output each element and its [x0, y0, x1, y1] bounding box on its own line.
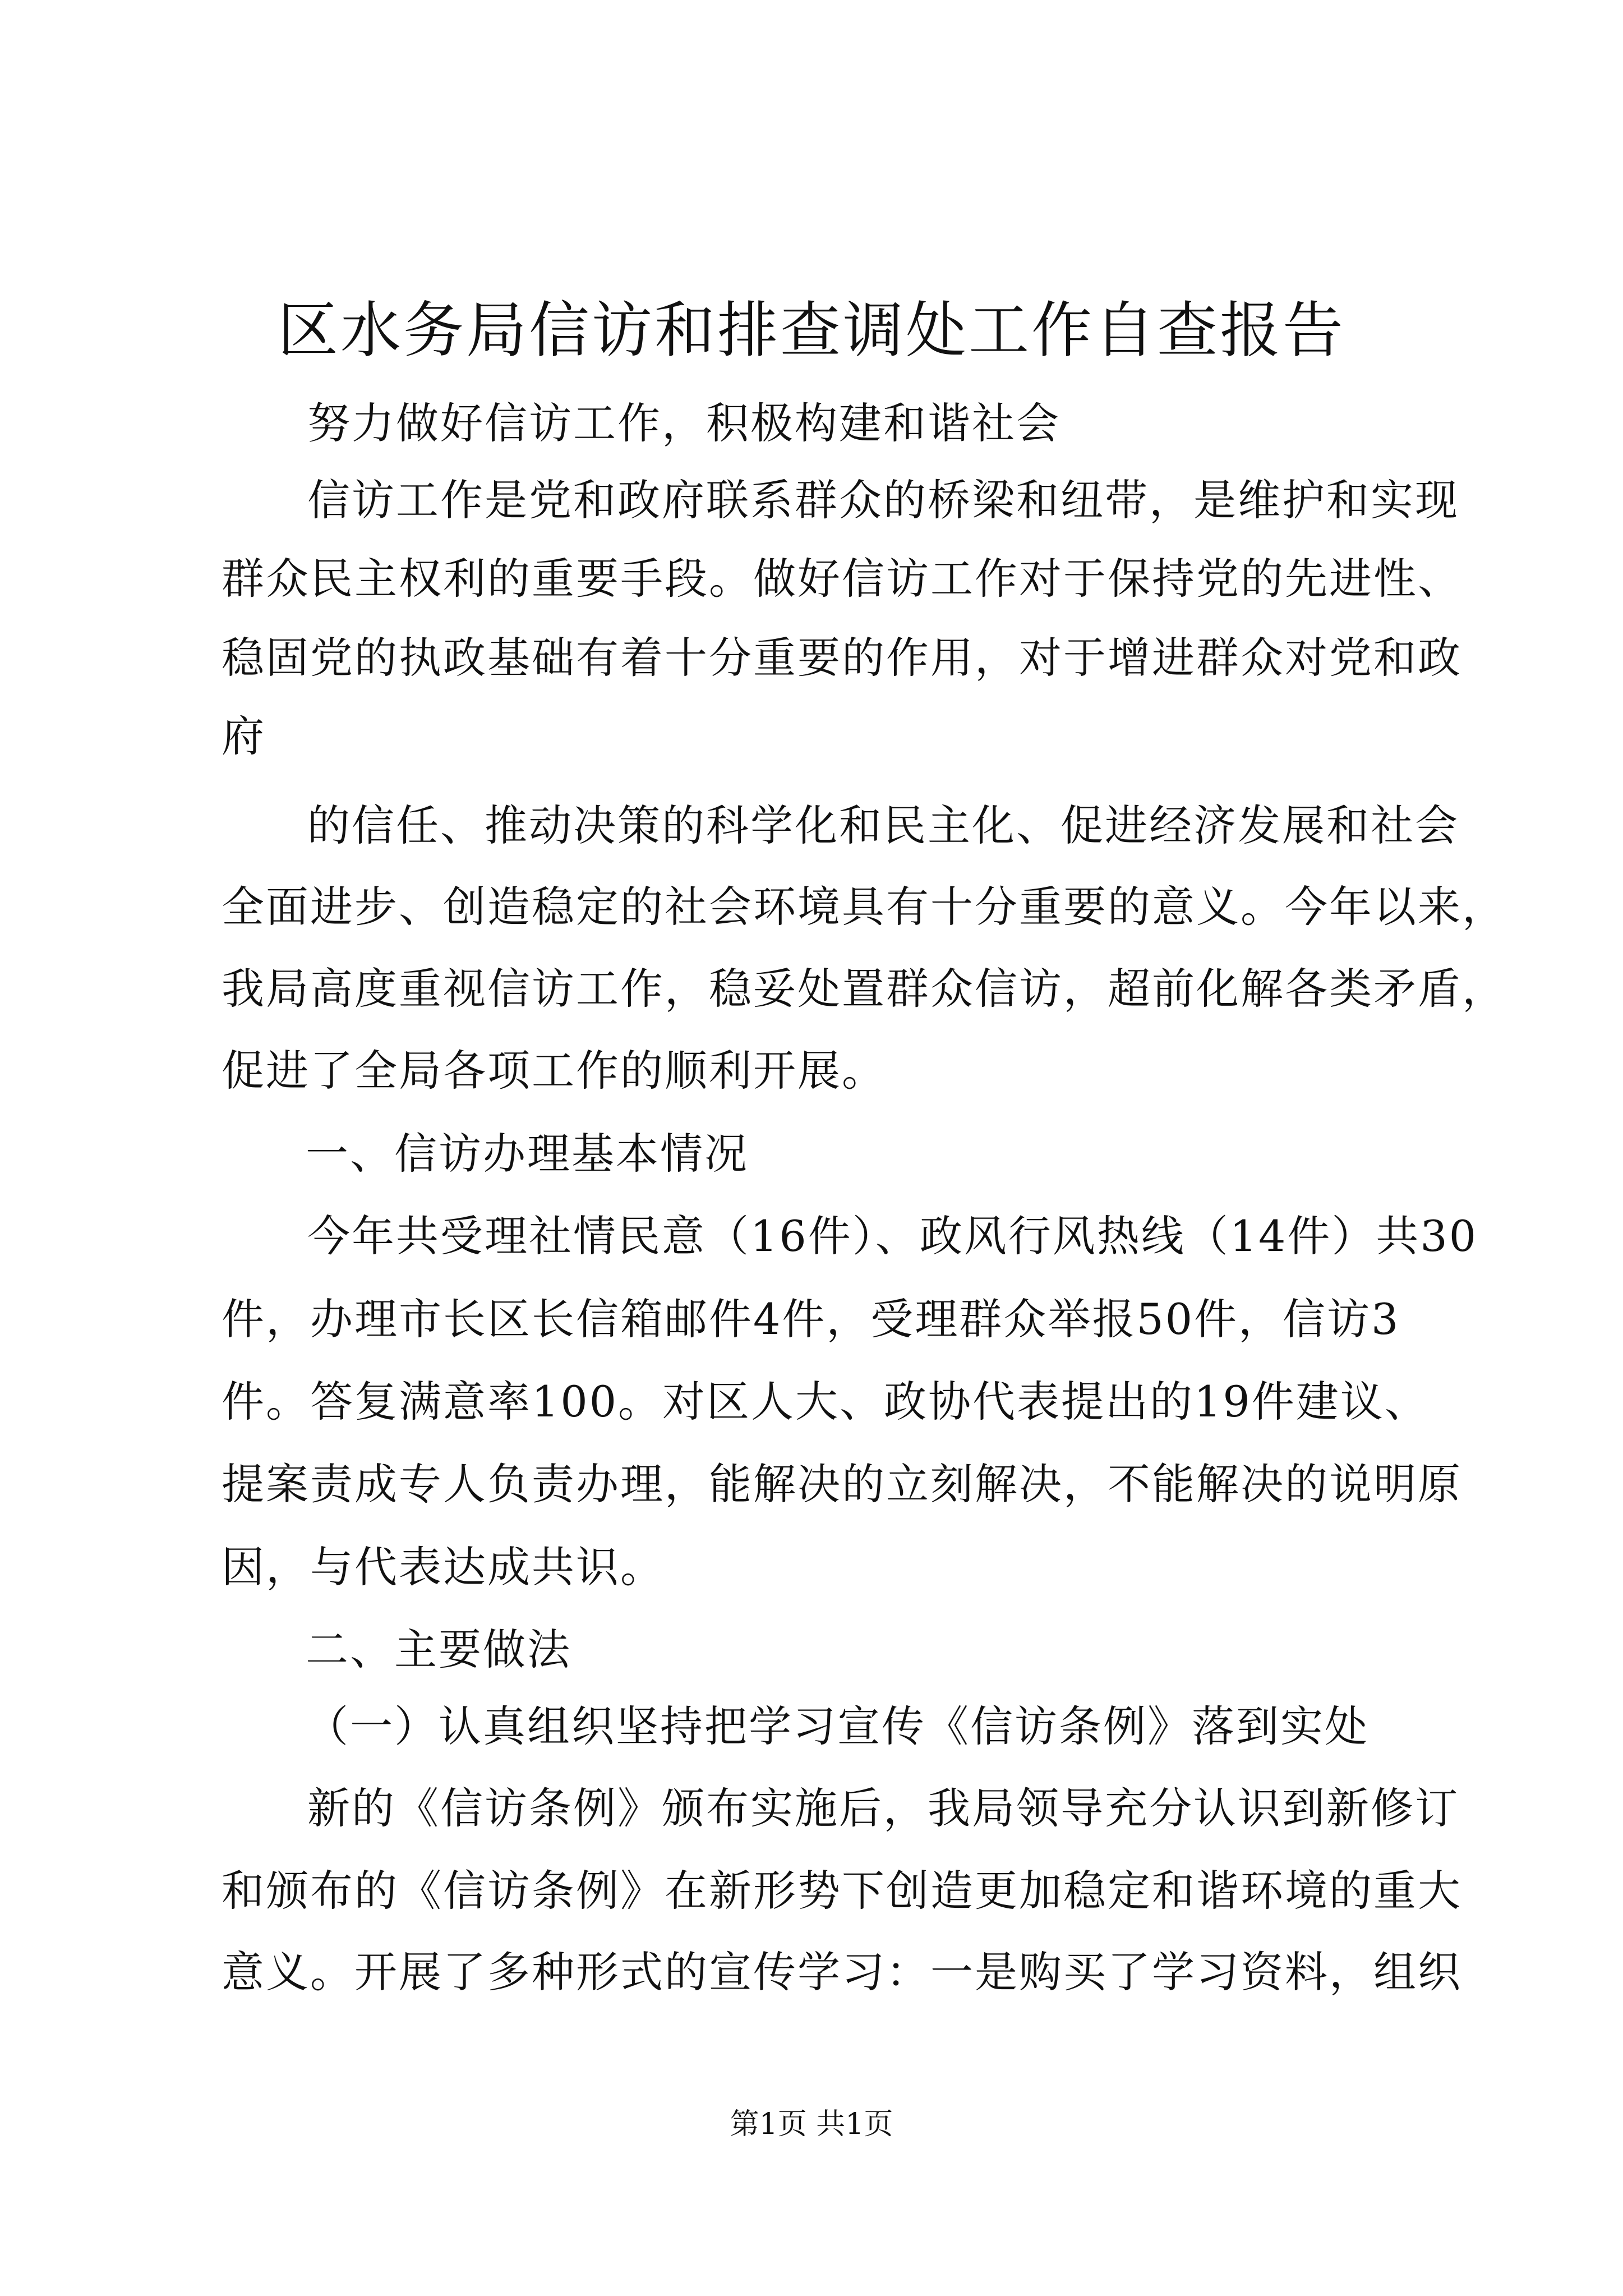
body-line: 和颁布的《信访条例》在新形势下创造更加稳定和谐环境的重大 — [222, 1866, 1462, 1916]
section-heading-1: 一、信访办理基本情况 — [306, 1129, 749, 1179]
body-line: 全面进步、创造稳定的社会环境具有十分重要的意义。今年以来， — [222, 882, 1506, 932]
body-line: 提案责成专人负责办理，能解决的立刻解决，不能解决的说明原 — [222, 1459, 1462, 1509]
subtitle-line: 努力做好信访工作，积极构建和谐社会 — [307, 398, 1061, 448]
body-line: 意义。开展了多种形式的宣传学习：一是购买了学习资料，组织 — [222, 1947, 1462, 1997]
page-footer: 第1页 共1页 — [730, 2108, 893, 2141]
body-line: 群众民主权利的重要手段。做好信访工作对于保持党的先进性、 — [222, 554, 1462, 604]
body-line: 的信任、推动决策的科学化和民主化、促进经济发展和社会 — [307, 800, 1459, 850]
body-line: 我局高度重视信访工作，稳妥处置群众信访，超前化解各类矛盾， — [222, 964, 1506, 1014]
body-line: 新的《信访条例》颁布实施后，我局领导充分认识到新修订 — [307, 1783, 1459, 1833]
body-line: 因，与代表达成共识。 — [222, 1542, 665, 1592]
body-line: 今年共受理社情民意（16件）、政风行风热线（14件）共30 — [307, 1211, 1478, 1261]
subsection-heading-1: （一）认真组织坚持把学习宣传《信访条例》落到实处 — [306, 1701, 1369, 1751]
body-line: 促进了全局各项工作的顺利开展。 — [222, 1046, 886, 1096]
document-title: 区水务局信访和排查调处工作自查报告 — [277, 296, 1345, 366]
body-line: 件，办理市长区长信箱邮件4件，受理群众举报50件，信访3 — [222, 1294, 1400, 1344]
body-line: 件。答复满意率100。对区人大、政协代表提出的19件建议、 — [222, 1377, 1429, 1427]
body-line: 信访工作是党和政府联系群众的桥梁和纽带，是维护和实现 — [307, 475, 1459, 525]
body-line: 稳固党的执政基础有着十分重要的作用，对于增进群众对党和政 — [222, 633, 1462, 683]
section-heading-2: 二、主要做法 — [306, 1625, 571, 1674]
body-line: 府 — [222, 711, 266, 761]
